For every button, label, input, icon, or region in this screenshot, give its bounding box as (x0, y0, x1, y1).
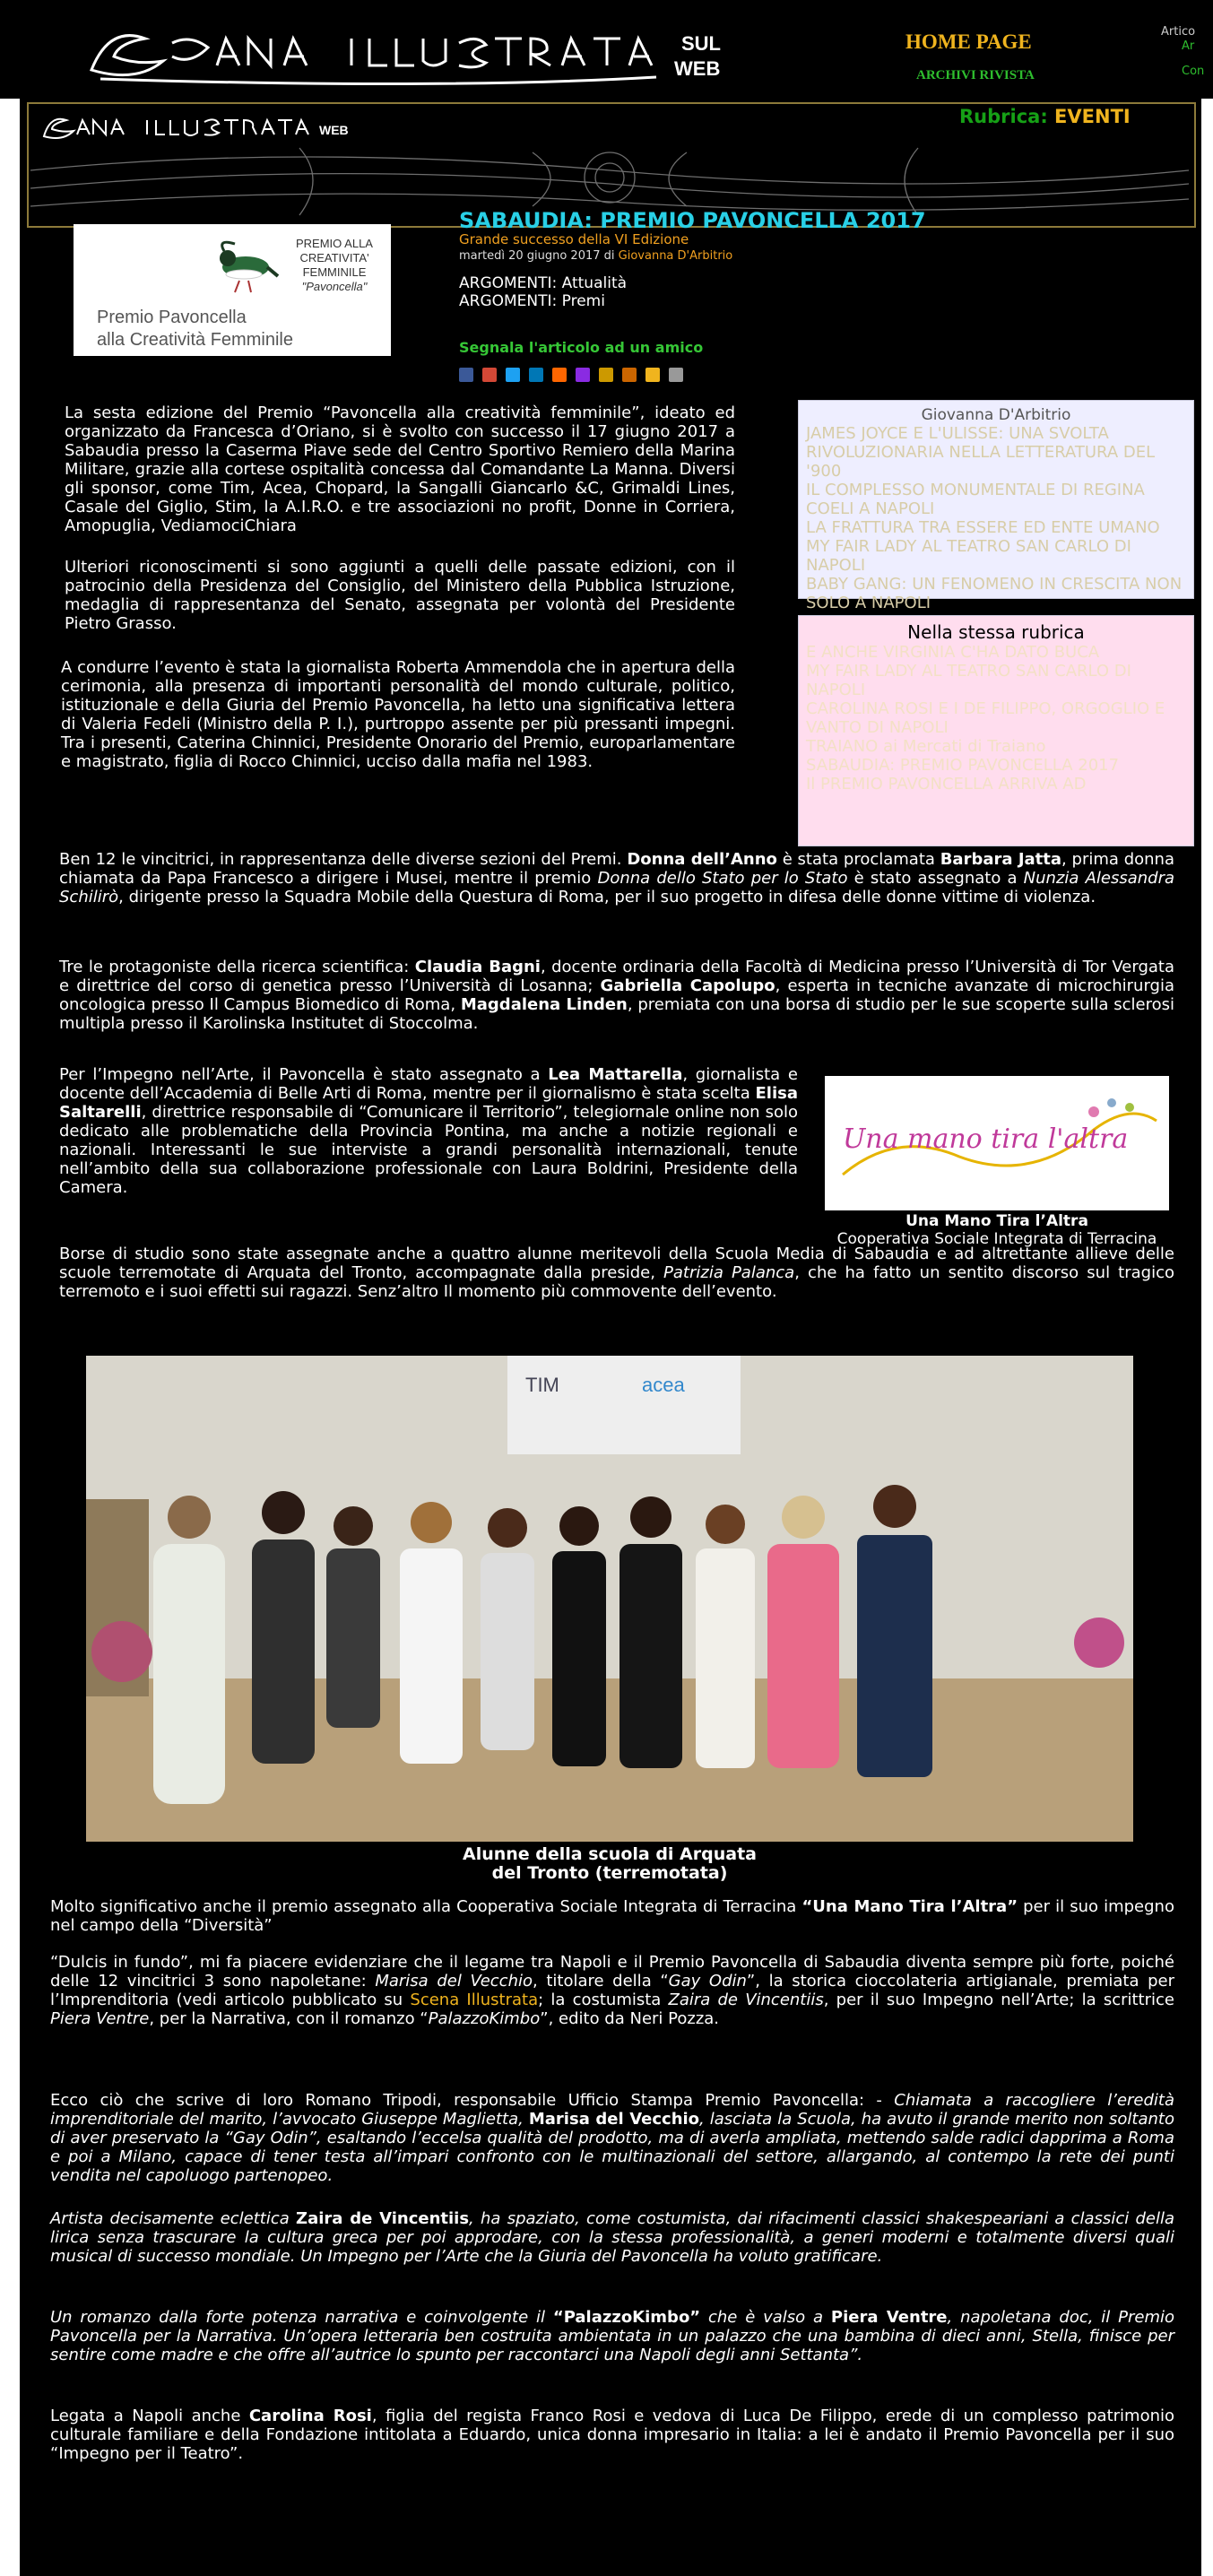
lapwing-bird-icon (208, 231, 280, 294)
box-title: Nella stessa rubrica (907, 621, 1085, 643)
photo-banner-text: acea (642, 1374, 685, 1396)
paragraph: medaglia di rappresentanza del Senato, assegnata per volontà del Presidente Pietro Grasso. (65, 595, 735, 633)
paragraph: Molto significativo anche il premio assegnato alla Cooperativa Sociale Integrata di Terracina “Una Mano Tira l’Altra” per il suo impegno nel campo della “Diversità” (50, 1897, 1174, 1935)
linkedin-icon[interactable] (529, 368, 543, 382)
photo-caption (86, 1845, 1133, 1883)
clipped-link[interactable]: Artico (1161, 25, 1196, 39)
article-dateline (459, 249, 732, 263)
paragraph: Borse di studio sono state assegnate anche a quattro alunne meritevoli della Scuola Media di Sabaudia e ad altrettante allieve delle scuole terremotate di Arquata del Tronto, accompagnate dalla preside, Patrizia Palanca, che ha fatto un sentito discorso sul tragico terremoto e i suoi effetti sui ragazzi. Senz’altro Il momento più commovente dell’evento. (59, 1245, 1174, 1301)
box-link[interactable]: BABY GANG: UN FENOMENO IN CRESCITA NON SOLO A NAPOLI (806, 575, 1183, 612)
nav-home-link[interactable]: HOME PAGE (905, 30, 1032, 53)
article-date: martedì 20 giugno 2017 di (459, 249, 615, 263)
google-icon[interactable] (482, 368, 497, 382)
caption-title: Una Mano Tira l’Altra (905, 1212, 1088, 1230)
paragraph: Legata a Napoli anche Carolina Rosi, figlia del regista Franco Rosi e vedova di Luca De Filippo, erede di un complesso patrimonio culturale familiare e della Fondazione intitolata a Eduardo, unica donna impresario in Italia: a lei è andato il Premio Pavoncella per il suo “Impegno per il Teatro”. (50, 2407, 1175, 2463)
photo-caption-line: Alunne della scuola di Arquata (462, 1844, 757, 1864)
paragraph: Ben 12 le vincitrici, in rappresentanza delle diverse sezioni del Premi. Donna dell’Anno è stata proclamata Barbara Jatta, prima donna chiamata da Papa Francesco a dirigere i Musei, mentre il premio Donna dello Stato per lo Stato è stato assegnato a Nunzia Alessandra Schilirò, dirigente presso la Squadra Mobile della Questura di Roma, per il suo progetto in difesa delle donne vittime di violenza. (59, 850, 1175, 906)
box-link[interactable]: JAMES JOYCE E L'ULISSE: UNA SVOLTA RIVOLUZIONARIA NELLA LETTERATURA DEL '900 (806, 424, 1156, 481)
caption-subtitle: Cooperativa Sociale Integrata di Terracina (836, 1230, 1157, 1248)
clipped-link[interactable]: Con (1182, 65, 1205, 78)
una-mano-logo-text: Una mano tira l'altra (843, 1123, 1129, 1155)
article-logo (74, 224, 391, 356)
facebook-icon[interactable] (459, 368, 473, 382)
paragraph: “Dulcis in fundo”, mi fa piacere evidenziare che il legame tra Napoli e il Premio Pavoncella di Sabaudia diventa sempre più forte, poiché delle 12 vincitrici 3 sono napoletane: Marisa del Vecchio, titolare della “Gay Odin”, la storica cioccolateria artigianale, premiata per l’Imprenditoria (vedi articolo pubblicato su Scena Illustrata; la costumista Zaira de Vincentiis, per il suo Impegno nell’Arte; la scrittrice Piera Ventre, per la Narrativa, con il romanzo “PalazzoKimbo”, edito da Neri Pozza. (50, 1953, 1174, 2028)
photo-caption-line: del Tronto (terremotata) (491, 1863, 728, 1883)
argomenti-line[interactable]: ARGOMENTI: Premi (459, 292, 605, 310)
box-link[interactable]: LA FRATTURA TRA ESSERE ED ENTE UMANO (806, 518, 1160, 537)
svg-text:WEB: WEB (674, 57, 721, 80)
article-title: SABAUDIA: PREMIO PAVONCELLA 2017 (459, 208, 926, 233)
twitter-icon[interactable] (506, 368, 520, 382)
paragraph: Per l’Impegno nell’Arte, il Pavoncella è stato assegnato a Lea Mattarella, giornalista e docente dell’Accademia di Belle Arti di Roma, mentre per il giornalismo è stata scelta Elisa Saltarelli, direttrice responsabile di “Comunicare il Territorio”, telegiornale online non solo dedicato alle problematiche della Provincia Pontina, ma anche a notizie regionali e nazionali. Interessanti le sue interviste a grandi personalità internazionali, tenute nell’ambito della sua collaborazione professionale con Laura Boldrini, Presidente della Camera. (59, 1065, 798, 1197)
bookmark-icon[interactable] (576, 368, 590, 382)
delicious-icon[interactable] (622, 368, 637, 382)
box-link[interactable]: MY FAIR LADY AL TEATRO SAN CARLO DI NAPOLI (806, 662, 1131, 699)
site-logo[interactable] (82, 16, 818, 88)
paragraph: Tre le protagoniste della ricerca scientifica: Claudia Bagni, docente ordinaria della Facoltà di Medicina presso l’Università di Tor Vergata e direttrice del corso di genetica presso l’Università di Losanna; Gabriella Capolupo, esperta in tecniche avanzate di microchirurgia oncologica presso Il Campus Biomedico di Roma, Magdalena Linden, premiata con una borsa di studio per le sue scoperte sulla sclerosi multipla presso il Karolinska Institutet di Stoccolma. (59, 958, 1174, 1033)
una-mano-logo (825, 1076, 1169, 1210)
header-logo (39, 109, 362, 143)
same-rubric-box (798, 615, 1194, 846)
box-link[interactable]: MY FAIR LADY AL TEATRO SAN CARLO DI NAPOLI (806, 537, 1131, 575)
box-link[interactable]: SABAUDIA: PREMIO PAVONCELLA 2017 (806, 756, 1120, 775)
paragraph: A condurre l’evento è stata la giornalista Roberta Ammendola che in apertura della cerimonia, alla presenza di importanti personalità del mondo culturale, politico, istituzionale e della Giuria del Premio Pavoncella, ha letto una significativa lettera di Valeria Fedeli (Ministro della P. I.), purtroppo assente per più pressanti impegni. Tra i presenti, Caterina Chinnici, Presidente Onorario del Premio, europarlamentare e magistrato, figlia di Rocco Chinnici, ucciso dalla mafia nel 1983. (61, 658, 735, 771)
logo-caption: alla Creatività Femminile (97, 330, 293, 350)
rss-icon[interactable] (552, 368, 567, 382)
logo-line: FEMMINILE (302, 265, 367, 279)
logo-line: PREMIO ALLA (296, 237, 373, 250)
logo-line: "Pavoncella" (301, 280, 368, 293)
paragraph: La sesta edizione del Premio “Pavoncella alla creatività femminile”, ideato ed organizzato da Francesca d’Oriano, si è svolto con successo il 17 giugno 2017 a Sabaudia presso la Caserma Piave sede del Centro Sportivo Remiero della Marina Militare, grazie alla cortese ospitalità concessa dal Comandante La Manna. Diversi gli sponsor, come Tim, Acea, Chopard, la Sangalli Giancarlo &C, Grimaldi Lines, Casale del Giglio, Stim, la A.I.R.O. e tre associazioni no profit, Donne in Corriera, Amopuglia, VediamociChiara (65, 403, 735, 535)
rubrica-text: Rubrica: (959, 106, 1048, 127)
una-mano-logo-art (825, 1076, 1169, 1210)
nav-archive-link[interactable]: ARCHIVI RIVISTA (916, 68, 1035, 82)
box-title: Giovanna D'Arbitrio (921, 406, 1071, 424)
paragraph: Artista decisamente eclettica Zaira de Vincentiis, ha spaziato, come costumista, dai rifacimenti classici shakespeariani a classici della lirica senza trascurare la cultura greca per poi approdare, con la stessa professionalità, a generi moderni e totalmente diversi quali musical di successo mondiale. Un Impegno per l’Arte che la Giuria del Pavoncella ha voluto gratificare. (50, 2209, 1174, 2266)
una-mano-caption (825, 1212, 1169, 1248)
box-link[interactable]: Il PREMIO PAVONCELLA ARRIVA AD (806, 775, 1087, 794)
photo-banner-text: TIM (525, 1374, 559, 1396)
clipped-link[interactable]: Ar (1182, 39, 1195, 53)
paragraph: Un romanzo dalla forte potenza narrativa e coinvolgente il “PalazzoKimbo” che è valso a Piera Ventre, napoletana doc, il Premio Pavoncella per la Narrativa. Un’opera letteraria ben costruita ambientata in un palazzo che una bambina di dieci anni, Stella, finisce per sentire come madre e che offre all’autrice lo spunto per raccontarci una Napoli degli anni Settanta”. (50, 2308, 1174, 2364)
group-photo (86, 1356, 1133, 1842)
author-link[interactable]: Giovanna D'Arbitrio (618, 249, 733, 263)
box-link[interactable]: CAROLINA ROSI E I DE FILIPPO, ORGOGLIO E VANTO DI NAPOLI (806, 699, 1165, 737)
rubrica-label (959, 106, 1131, 127)
svg-text:WEB: WEB (319, 123, 349, 137)
scena-illustrata-link[interactable]: Scena Illustrata (410, 1991, 539, 2009)
share-icon[interactable] (645, 368, 660, 382)
print-icon[interactable] (669, 368, 683, 382)
rubrica-value[interactable]: EVENTI (1054, 106, 1131, 127)
digg-icon[interactable] (599, 368, 613, 382)
box-link[interactable]: TRAIANO ai Mercati di Traiano (806, 737, 1046, 756)
author-articles-box (798, 400, 1194, 612)
argomenti-line[interactable]: ARGOMENTI: Attualità (459, 274, 628, 292)
share-with-friend-link[interactable]: Segnala l'articolo ad un amico (459, 339, 704, 356)
box-link[interactable]: IL COMPLESSO MONUMENTALE DI REGINA COELI A NAPOLI (806, 481, 1145, 518)
box-link[interactable]: E ANCHE VIRGINIA C'HA DATO BUCA (806, 643, 1100, 662)
article-subtitle: Grande successo della VI Edizione (459, 231, 689, 247)
paragraph: Ecco ciò che scrive di loro Romano Tripodi, responsabile Ufficio Stampa Premio Pavoncella: - Chiamata a raccogliere l’eredità imprenditoriale del marito, l’avvocato Giuseppe Maglietta, Marisa del Vecchio, lasciata la Scuola, ha avuto il grande merito non soltanto di aver preservato la “Gay Odin”, esaltando l’eccelsa qualità del prodotto, ma di averla ampliata, mettendo salde radici dapprima a Roma e poi a Milano, capace di tener testa all’impari confronto con le multinazionali del settore, allargando, al contempo la rete dei punti vendita nel capoluogo partenopeo. (50, 2091, 1175, 2185)
logo-line: CREATIVITA' (299, 251, 369, 265)
svg-text:SUL: SUL (681, 32, 721, 55)
share-icons (459, 368, 692, 384)
logo-caption: Premio Pavoncella (97, 308, 247, 327)
paragraph: Ulteriori riconoscimenti si sono aggiunti a quelli delle passate edizioni, con il patrocinio della Presidenza del Consiglio, del Ministero della Pubblica Istruzione, (65, 558, 735, 595)
